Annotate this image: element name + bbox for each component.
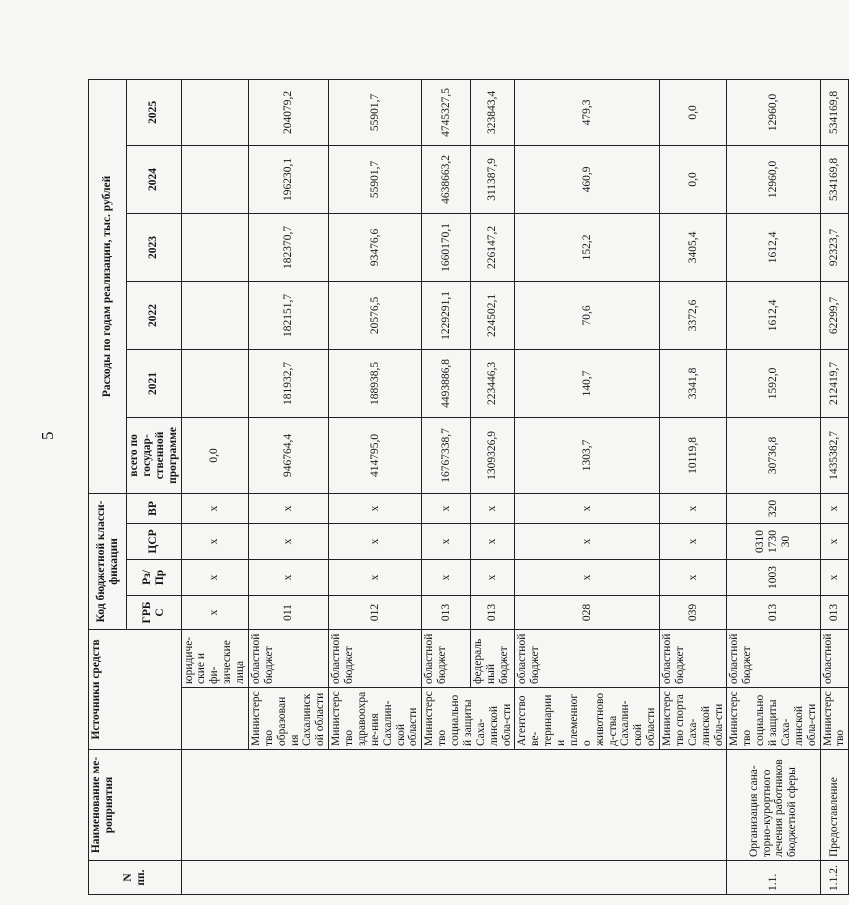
header-csr: ЦСР	[127, 523, 182, 559]
cell-grbs: 013	[820, 595, 849, 629]
cell-2021: 140,7	[515, 349, 660, 417]
cell-2021: 3341,8	[660, 349, 727, 417]
header-rzpr: Рз/ Пр	[127, 559, 182, 595]
cell-csr: 0310 1730 30	[727, 523, 820, 559]
cell-rzpr: x	[248, 559, 328, 595]
cell-source: областной бюджет	[248, 629, 328, 687]
cell-grbs: 013	[727, 595, 820, 629]
cell-2023	[181, 213, 248, 281]
cell-source: юридиче-ские и фи-зические лица	[181, 629, 248, 687]
cell-total: 10119,8	[660, 417, 727, 493]
cell-name: Организация сана-торно-курортного лечения работников бюджетной сферы	[727, 750, 820, 861]
cell-2023: 93476,6	[329, 213, 422, 281]
cell-2022: 1229291,1	[422, 281, 471, 349]
cell-executor: Министерство образования Сахалинской области	[248, 688, 328, 750]
header-2025: 2025	[127, 79, 182, 145]
header-n: N пп.	[89, 861, 182, 895]
table-row	[820, 79, 849, 894]
cell-vr: x	[471, 493, 515, 523]
cell-2025: 204079,2	[248, 79, 328, 145]
cell-name: Предоставление	[820, 750, 849, 861]
cell-source: областной	[820, 629, 849, 687]
cell-grbs: 028	[515, 595, 660, 629]
cell-vr: x	[248, 493, 328, 523]
cell-2024	[181, 145, 248, 213]
cell-2024: 311387,9	[471, 145, 515, 213]
cell-2022: 1612,4	[727, 281, 820, 349]
cell-executor: Министерство социальной защиты Саха-линской обла-сти	[727, 688, 820, 750]
cell-2022: 62299,7	[820, 281, 849, 349]
cell-2024: 0,0	[660, 145, 727, 213]
cell-2022: 20576,5	[329, 281, 422, 349]
cell-vr: x	[422, 493, 471, 523]
cell-2021: 188938,5	[329, 349, 422, 417]
cell-2025: 55901,7	[329, 79, 422, 145]
cell-csr: x	[660, 523, 727, 559]
cell-2024: 12960,0	[727, 145, 820, 213]
cell-source: федеральный бюджет	[471, 629, 515, 687]
cell-2022	[181, 281, 248, 349]
header-expenses-group: Расходы по годам реализации, тыс. рублей	[89, 79, 127, 493]
cell-2022: 182151,7	[248, 281, 328, 349]
table-row	[727, 79, 820, 894]
cell-csr: x	[181, 523, 248, 559]
cell-source: областной бюджет	[727, 629, 820, 687]
cell-csr: x	[329, 523, 422, 559]
cell-rzpr: x	[471, 559, 515, 595]
cell-2021: 1592,0	[727, 349, 820, 417]
cell-source: областной бюджет	[329, 629, 422, 687]
header-grbs: ГРБС	[127, 595, 182, 629]
cell-rzpr: x	[422, 559, 471, 595]
cell-2023: 3405,4	[660, 213, 727, 281]
cell-2021: 212419,7	[820, 349, 849, 417]
cell-vr: x	[820, 493, 849, 523]
cell-source: областной бюджет	[515, 629, 660, 687]
page-number: 5	[38, 431, 57, 440]
header-2021: 2021	[127, 349, 182, 417]
cell-2025: 0,0	[660, 79, 727, 145]
cell-2025: 4745327,5	[422, 79, 471, 145]
cell-n: 1.1.2.	[820, 861, 849, 895]
cell-executor: Министерство спорта Саха-линской обла-сти	[660, 688, 727, 750]
cell-grbs: 011	[248, 595, 328, 629]
cell-csr: x	[248, 523, 328, 559]
cell-rzpr: 1003	[727, 559, 820, 595]
header-sources: Источники средств	[89, 629, 182, 749]
header-2022: 2022	[127, 281, 182, 349]
cell-2023: 182370,7	[248, 213, 328, 281]
cell-grbs: 039	[660, 595, 727, 629]
cell-vr: x	[181, 493, 248, 523]
cell-total: 1435382,7	[820, 417, 849, 493]
cell-source: областной бюджет	[660, 629, 727, 687]
cell-rzpr: x	[660, 559, 727, 595]
cell-csr: x	[515, 523, 660, 559]
header-2024: 2024	[127, 145, 182, 213]
cell-source: областной бюджет	[422, 629, 471, 687]
cell-2023: 92323,7	[820, 213, 849, 281]
cell-rzpr: x	[329, 559, 422, 595]
cell-2025: 534169,8	[820, 79, 849, 145]
cell-2024: 460,9	[515, 145, 660, 213]
cell-2025: 323843,4	[471, 79, 515, 145]
cell-2025: 479,3	[515, 79, 660, 145]
cell-csr: x	[471, 523, 515, 559]
cell-vr: x	[660, 493, 727, 523]
cell-2022: 3372,6	[660, 281, 727, 349]
cell-2025: 12960,0	[727, 79, 820, 145]
cell-2021	[181, 349, 248, 417]
cell-total: 946764,4	[248, 417, 328, 493]
table-row	[181, 79, 248, 894]
cell-2024: 55901,7	[329, 145, 422, 213]
cell-2025	[181, 79, 248, 145]
cell-executor: Министерство социальной защиты Саха-линской обла-сти	[422, 688, 515, 750]
cell-name	[181, 750, 727, 861]
header-total: всего по государ-ственной программе	[127, 417, 182, 493]
cell-2021: 181932,7	[248, 349, 328, 417]
cell-total: 0,0	[181, 417, 248, 493]
cell-vr: x	[515, 493, 660, 523]
cell-grbs: 012	[329, 595, 422, 629]
cell-total: 414795,0	[329, 417, 422, 493]
cell-executor: Министерство	[820, 688, 849, 750]
cell-2022: 224502,1	[471, 281, 515, 349]
cell-csr: x	[820, 523, 849, 559]
cell-2023: 152,2	[515, 213, 660, 281]
cell-rzpr: x	[515, 559, 660, 595]
header-vr: ВР	[127, 493, 182, 523]
cell-total: 1303,7	[515, 417, 660, 493]
cell-executor: Агентство ве-теринарии и племенного животновод-ства Сахалин-ской области	[515, 688, 660, 750]
cell-total: 1309326,9	[471, 417, 515, 493]
cell-2021: 4493886,8	[422, 349, 471, 417]
cell-vr: x	[329, 493, 422, 523]
cell-executor: Министерство здравоохране-ния Сахалин-ской области	[329, 688, 422, 750]
cell-2024: 4638663,2	[422, 145, 471, 213]
cell-total: 16767338,7	[422, 417, 471, 493]
header-code-group: Код бюджетной класси-фикации	[89, 493, 127, 629]
cell-rzpr: x	[181, 559, 248, 595]
cell-2024: 196230,1	[248, 145, 328, 213]
header-row-1	[89, 79, 127, 894]
cell-rzpr: x	[820, 559, 849, 595]
header-2023: 2023	[127, 213, 182, 281]
cell-grbs: 013	[471, 595, 515, 629]
budget-table-container	[88, 80, 847, 895]
cell-vr: 320	[727, 493, 820, 523]
cell-grbs: x	[181, 595, 248, 629]
cell-2023: 1660170,1	[422, 213, 471, 281]
cell-2024: 534169,8	[820, 145, 849, 213]
cell-grbs: 013	[422, 595, 471, 629]
cell-2021: 223446,3	[471, 349, 515, 417]
cell-2022: 70,6	[515, 281, 660, 349]
cell-n: 1.1.	[727, 861, 820, 895]
cell-2023: 226147,2	[471, 213, 515, 281]
budget-table	[88, 79, 849, 895]
cell-executor	[181, 688, 248, 750]
cell-csr: x	[422, 523, 471, 559]
cell-2023: 1612,4	[727, 213, 820, 281]
cell-n	[181, 861, 727, 895]
header-name: Наименование ме-роприятия	[89, 750, 182, 861]
cell-total: 30736,8	[727, 417, 820, 493]
